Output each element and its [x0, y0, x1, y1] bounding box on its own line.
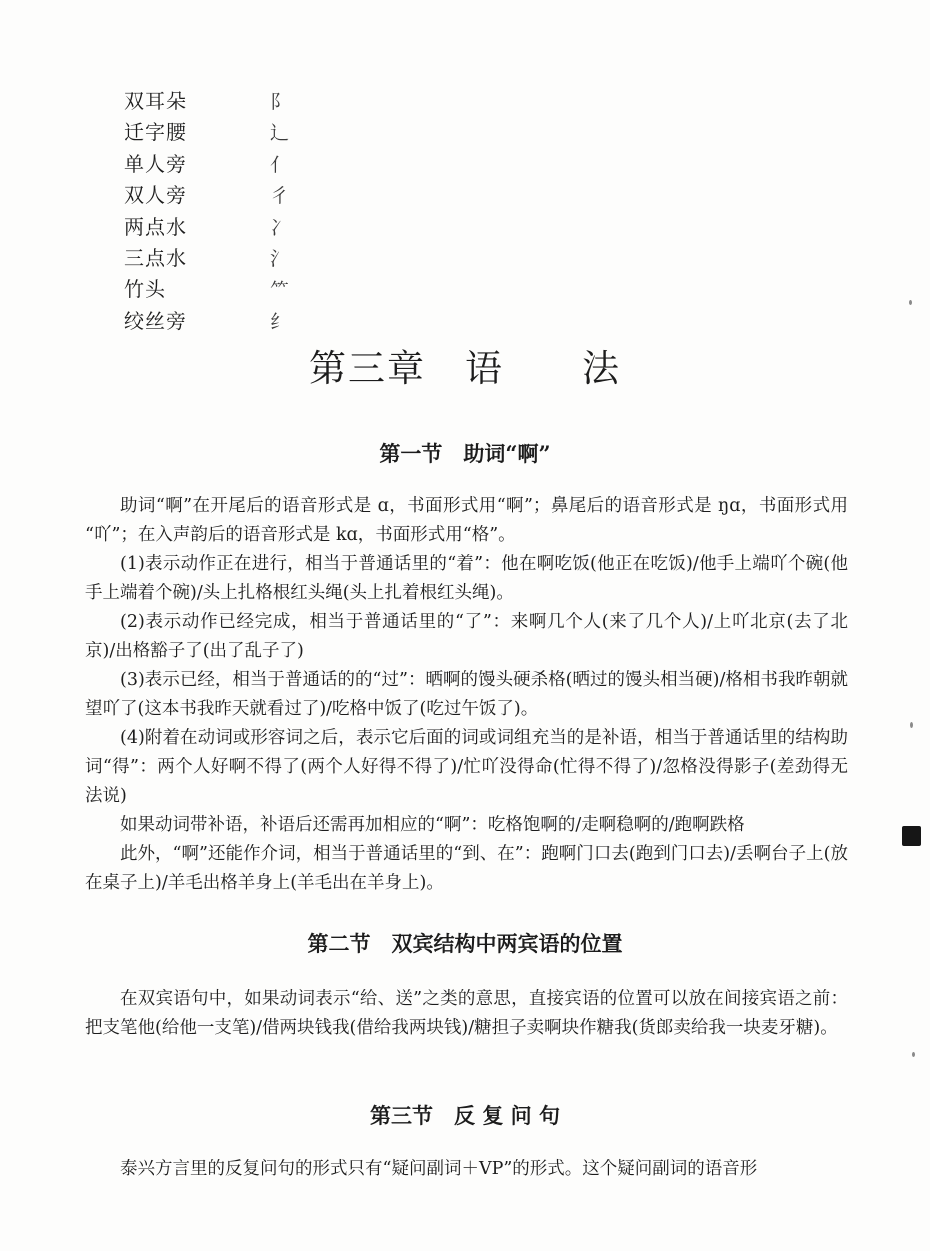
radical-row: [124, 86, 289, 117]
radical-glyph: 亻: [270, 153, 290, 176]
section-2-title: 第二节 双宾结构中两宾语的位置: [307, 931, 623, 956]
section-3-title: 第三节 反 复 问 句: [370, 1103, 560, 1128]
radical-label: 双人旁: [124, 183, 187, 208]
radical-label: 双耳朵: [124, 89, 187, 113]
radical-glyph: 彳: [270, 185, 290, 208]
paragraph: 此外，“啊”还能作介词，相当于普通话里的“到、在”：跑啊门口去(跑到门口去)/丢啊台子上(放在桌子上)/羊毛出格羊身上(羊毛出在羊身上)。: [85, 844, 848, 893]
paragraph: (2)表示动作已经完成，相当于普通话里的“了”：来啊几个人(来了几个人)/上吖北京(去了北京)/出格豁子了(出了乱子了): [85, 612, 848, 661]
radical-label: 三点水: [124, 245, 187, 270]
radical-row: [124, 306, 289, 337]
paragraph: (3)表示已经，相当于普通话的的“过”：晒啊的馒头硬杀格(晒过的馒头相当硬)/格相书我昨朝就望吖了(这本书我昨天就看过了)/吃格中饭了(吃过午饭了)。: [85, 670, 848, 719]
section-1-title: 第一节 助词“啊”: [379, 441, 551, 466]
section-2-body: [85, 985, 848, 1043]
paragraph: (1)表示动作正在进行，相当于普通话里的“着”：他在啊吃饭(他正在吃饭)/他手上端吖个碗(他手上端着个碗)/头上扎格根红头绳(头上扎着根红头绳)。: [85, 554, 848, 603]
radical-label: 竹头: [124, 277, 166, 302]
section-3-body: [85, 1155, 848, 1184]
radical-glyph: 冫: [270, 216, 290, 239]
radical-label: 迁字腰: [124, 120, 187, 145]
radical-row: [124, 149, 289, 180]
radical-glyph: ⺮: [270, 279, 290, 302]
radical-glyph: 氵: [270, 247, 290, 270]
radical-label: 单人旁: [124, 151, 187, 176]
chapter-title: 第三章 语 法: [309, 347, 621, 390]
radical-glyph: 纟: [270, 310, 290, 333]
radical-label: 两点水: [124, 214, 187, 239]
paragraph: 如果动词带补语，补语后还需再加相应的“啊”：吃格饱啊的/走啊稳啊的/跑啊跌格: [120, 815, 745, 835]
paragraph: 在双宾语句中，如果动词表示“给、送”之类的意思，直接宾语的位置可以放在间接宾语之前：把支笔他(给他一支笔)/借两块钱我(借给我两块钱)/糖担子卖啊块作糖我(货郎卖给我一块麦牙糖)。: [85, 989, 848, 1038]
radical-row: [124, 274, 289, 305]
binding-ink-mark: [902, 826, 921, 846]
radical-list: [124, 86, 289, 337]
paragraph: (4)附着在动词或形容词之后，表示它后面的词或词组充当的是补语，相当于普通话里的结构助词“得”：两个人好啊不得了(两个人好得不得了)/忙吖没得命(忙得不得了)/忽格没得影子(差劲得无法说): [85, 728, 848, 806]
scan-speck: [910, 722, 913, 728]
paragraph: 泰兴方言里的反复问句的形式只有“疑问副词＋VP”的形式。这个疑问副词的语音形: [120, 1159, 758, 1179]
radical-label: 绞丝旁: [124, 308, 187, 333]
radical-row: [124, 212, 289, 243]
radical-glyph: 辶: [270, 122, 290, 145]
scan-speck: [912, 1052, 915, 1057]
radical-row: [124, 180, 289, 211]
section-1-body: [85, 492, 848, 898]
radical-row: [124, 243, 289, 274]
scan-speck: [909, 300, 912, 305]
radical-row: [124, 117, 289, 148]
radical-glyph: 阝: [270, 91, 290, 113]
paragraph: 助词“啊”在开尾后的语音形式是 ɑ，书面形式用“啊”；鼻尾后的语音形式是 ŋɑ，书面形式用“吖”；在入声韵后的语音形式是 kɑ，书面形式用“格”。: [85, 496, 848, 545]
